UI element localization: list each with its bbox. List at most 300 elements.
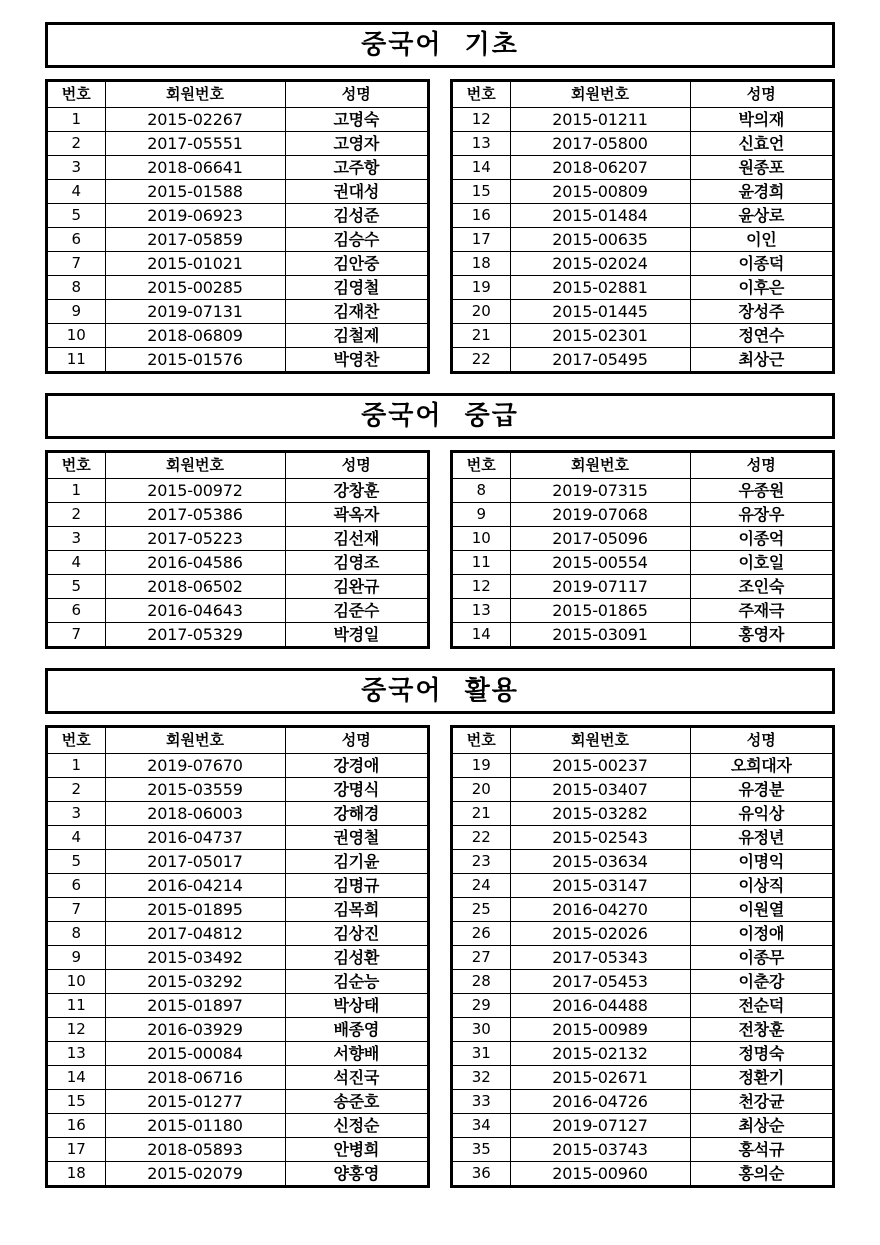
cell-member-no: 2015-01180 [105, 1114, 285, 1138]
cell-name: 장성주 [690, 300, 832, 324]
table-row [48, 479, 427, 503]
cell-name: 최상순 [690, 1114, 832, 1138]
cell-name: 김목희 [285, 898, 427, 922]
table-row [453, 252, 832, 276]
cell-member-no: 2019-06923 [105, 204, 285, 228]
column-header-name: 성명 [690, 453, 832, 479]
cell-name: 정연수 [690, 324, 832, 348]
cell-member-no: 2015-01588 [105, 180, 285, 204]
cell-no: 7 [48, 252, 105, 276]
section-title-banner [45, 668, 835, 714]
cell-name: 이춘강 [690, 970, 832, 994]
table-row [453, 348, 832, 372]
column-header-no: 번호 [453, 82, 510, 108]
cell-no: 19 [453, 276, 510, 300]
table-row [48, 551, 427, 575]
cell-name: 조인숙 [690, 575, 832, 599]
cell-name: 김선재 [285, 527, 427, 551]
cell-no: 1 [48, 108, 105, 132]
cell-name: 이원열 [690, 898, 832, 922]
cell-no: 13 [48, 1042, 105, 1066]
roster-table-right [450, 450, 835, 649]
cell-name: 서향배 [285, 1042, 427, 1066]
table-row [48, 1018, 427, 1042]
cell-name: 박영찬 [285, 348, 427, 372]
cell-member-no: 2018-05893 [105, 1138, 285, 1162]
section-title-banner [45, 393, 835, 439]
cell-no: 9 [48, 300, 105, 324]
cell-no: 12 [48, 1018, 105, 1042]
table-body [48, 479, 427, 647]
cell-no: 15 [453, 180, 510, 204]
table-row [48, 754, 427, 778]
cell-member-no: 2019-07315 [510, 479, 690, 503]
cell-name: 홍영자 [690, 623, 832, 647]
cell-name: 김기윤 [285, 850, 427, 874]
table-header-row [453, 82, 832, 108]
cell-name: 이종무 [690, 946, 832, 970]
cell-no: 8 [48, 922, 105, 946]
cell-member-no: 2019-07127 [510, 1114, 690, 1138]
cell-member-no: 2017-05386 [105, 503, 285, 527]
table-row [453, 754, 832, 778]
cell-member-no: 2015-01576 [105, 348, 285, 372]
table-row [453, 527, 832, 551]
cell-name: 유익상 [690, 802, 832, 826]
cell-name: 김성환 [285, 946, 427, 970]
roster-table [48, 728, 427, 1185]
roster-table-pair [45, 725, 835, 1188]
cell-no: 5 [48, 575, 105, 599]
table-row [453, 1138, 832, 1162]
column-header-no: 번호 [48, 82, 105, 108]
cell-member-no: 2015-02881 [510, 276, 690, 300]
cell-member-no: 2015-03492 [105, 946, 285, 970]
cell-name: 이종덕 [690, 252, 832, 276]
cell-member-no: 2015-02079 [105, 1162, 285, 1186]
cell-no: 32 [453, 1066, 510, 1090]
cell-member-no: 2016-04488 [510, 994, 690, 1018]
table-body [453, 108, 832, 372]
cell-name: 김재찬 [285, 300, 427, 324]
cell-member-no: 2019-07117 [510, 575, 690, 599]
table-row [453, 204, 832, 228]
column-header-no: 번호 [453, 453, 510, 479]
column-header-no: 번호 [48, 453, 105, 479]
roster-table-left [45, 79, 430, 374]
cell-no: 3 [48, 802, 105, 826]
cell-name: 안병희 [285, 1138, 427, 1162]
table-row [48, 156, 427, 180]
cell-no: 19 [453, 754, 510, 778]
cell-no: 7 [48, 898, 105, 922]
cell-no: 10 [48, 970, 105, 994]
cell-no: 28 [453, 970, 510, 994]
column-header-member-no: 회원번호 [105, 453, 285, 479]
table-row [453, 874, 832, 898]
table-row [453, 623, 832, 647]
cell-member-no: 2017-05859 [105, 228, 285, 252]
cell-name: 박상태 [285, 994, 427, 1018]
cell-no: 18 [48, 1162, 105, 1186]
cell-member-no: 2015-02543 [510, 826, 690, 850]
cell-no: 21 [453, 802, 510, 826]
column-header-name: 성명 [285, 82, 427, 108]
cell-member-no: 2017-05223 [105, 527, 285, 551]
roster-table-right [450, 725, 835, 1188]
cell-name: 김순능 [285, 970, 427, 994]
cell-member-no: 2015-01895 [105, 898, 285, 922]
cell-no: 6 [48, 228, 105, 252]
cell-no: 33 [453, 1090, 510, 1114]
cell-name: 곽옥자 [285, 503, 427, 527]
cell-member-no: 2015-00084 [105, 1042, 285, 1066]
cell-member-no: 2015-00989 [510, 1018, 690, 1042]
cell-no: 20 [453, 778, 510, 802]
cell-no: 29 [453, 994, 510, 1018]
cell-name: 전순덕 [690, 994, 832, 1018]
table-row [453, 1018, 832, 1042]
cell-member-no: 2018-06716 [105, 1066, 285, 1090]
cell-name: 원종포 [690, 156, 832, 180]
table-header-row [453, 453, 832, 479]
table-row [48, 228, 427, 252]
cell-name: 양홍영 [285, 1162, 427, 1186]
cell-member-no: 2017-05551 [105, 132, 285, 156]
table-row [48, 994, 427, 1018]
cell-name: 최상근 [690, 348, 832, 372]
cell-no: 12 [453, 575, 510, 599]
cell-member-no: 2016-04586 [105, 551, 285, 575]
cell-name: 김완규 [285, 575, 427, 599]
table-row [453, 132, 832, 156]
cell-name: 송준호 [285, 1090, 427, 1114]
table-row [48, 180, 427, 204]
cell-name: 우종원 [690, 479, 832, 503]
table-row [48, 1162, 427, 1186]
table-row [48, 503, 427, 527]
cell-name: 배종영 [285, 1018, 427, 1042]
table-row [453, 922, 832, 946]
table-row [48, 1114, 427, 1138]
cell-member-no: 2015-00285 [105, 276, 285, 300]
table-body [453, 479, 832, 647]
cell-no: 10 [453, 527, 510, 551]
cell-member-no: 2017-05495 [510, 348, 690, 372]
table-row [48, 348, 427, 372]
cell-no: 2 [48, 503, 105, 527]
section-title: 중국어 기초 [361, 30, 519, 60]
cell-member-no: 2019-07670 [105, 754, 285, 778]
cell-member-no: 2016-04270 [510, 898, 690, 922]
table-row [453, 599, 832, 623]
cell-name: 권영철 [285, 826, 427, 850]
table-row [453, 551, 832, 575]
table-row [48, 850, 427, 874]
table-row [48, 276, 427, 300]
cell-name: 전창훈 [690, 1018, 832, 1042]
table-row [453, 898, 832, 922]
cell-member-no: 2018-06003 [105, 802, 285, 826]
table-row [48, 778, 427, 802]
cell-no: 8 [48, 276, 105, 300]
cell-no: 9 [48, 946, 105, 970]
cell-name: 유경분 [690, 778, 832, 802]
cell-name: 정환기 [690, 1066, 832, 1090]
table-row [453, 1090, 832, 1114]
cell-member-no: 2015-00960 [510, 1162, 690, 1186]
cell-no: 22 [453, 348, 510, 372]
cell-member-no: 2015-00554 [510, 551, 690, 575]
table-row [48, 922, 427, 946]
cell-no: 22 [453, 826, 510, 850]
cell-name: 유정년 [690, 826, 832, 850]
section-chinese-intermediate [45, 393, 835, 649]
cell-no: 16 [453, 204, 510, 228]
cell-member-no: 2017-05800 [510, 132, 690, 156]
roster-table-pair [45, 450, 835, 649]
cell-no: 4 [48, 180, 105, 204]
section-chinese-application [45, 668, 835, 1188]
cell-no: 1 [48, 479, 105, 503]
cell-name: 김준수 [285, 599, 427, 623]
cell-no: 5 [48, 204, 105, 228]
cell-member-no: 2019-07068 [510, 503, 690, 527]
cell-member-no: 2015-02301 [510, 324, 690, 348]
cell-name: 강경애 [285, 754, 427, 778]
cell-member-no: 2015-01865 [510, 599, 690, 623]
cell-member-no: 2018-06207 [510, 156, 690, 180]
cell-member-no: 2015-03282 [510, 802, 690, 826]
cell-no: 36 [453, 1162, 510, 1186]
cell-no: 4 [48, 826, 105, 850]
cell-name: 이명익 [690, 850, 832, 874]
cell-member-no: 2016-03929 [105, 1018, 285, 1042]
cell-member-no: 2015-00809 [510, 180, 690, 204]
cell-no: 11 [48, 994, 105, 1018]
cell-member-no: 2015-02267 [105, 108, 285, 132]
cell-no: 16 [48, 1114, 105, 1138]
cell-name: 이인 [690, 228, 832, 252]
table-row [48, 599, 427, 623]
roster-table [453, 453, 832, 646]
table-row [453, 1042, 832, 1066]
cell-name: 김영조 [285, 551, 427, 575]
table-row [48, 132, 427, 156]
cell-name: 김철제 [285, 324, 427, 348]
cell-no: 20 [453, 300, 510, 324]
cell-member-no: 2015-00972 [105, 479, 285, 503]
cell-member-no: 2016-04214 [105, 874, 285, 898]
table-row [453, 156, 832, 180]
cell-member-no: 2015-02671 [510, 1066, 690, 1090]
cell-no: 4 [48, 551, 105, 575]
cell-member-no: 2015-03634 [510, 850, 690, 874]
cell-member-no: 2015-03147 [510, 874, 690, 898]
cell-no: 11 [453, 551, 510, 575]
cell-no: 35 [453, 1138, 510, 1162]
cell-no: 21 [453, 324, 510, 348]
cell-no: 17 [453, 228, 510, 252]
roster-table [453, 82, 832, 371]
table-row [48, 898, 427, 922]
table-row [48, 527, 427, 551]
cell-member-no: 2015-00237 [510, 754, 690, 778]
cell-no: 10 [48, 324, 105, 348]
cell-no: 5 [48, 850, 105, 874]
section-title: 중국어 중급 [361, 401, 519, 431]
cell-name: 강명식 [285, 778, 427, 802]
cell-name: 김상진 [285, 922, 427, 946]
table-body [48, 754, 427, 1186]
cell-name: 김성준 [285, 204, 427, 228]
cell-member-no: 2015-03091 [510, 623, 690, 647]
cell-member-no: 2015-01897 [105, 994, 285, 1018]
table-row [453, 946, 832, 970]
column-header-member-no: 회원번호 [105, 728, 285, 754]
cell-name: 이호일 [690, 551, 832, 575]
cell-name: 주재극 [690, 599, 832, 623]
cell-member-no: 2017-05453 [510, 970, 690, 994]
cell-no: 30 [453, 1018, 510, 1042]
roster-table-left [45, 725, 430, 1188]
cell-name: 고주항 [285, 156, 427, 180]
table-body [48, 108, 427, 372]
table-row [48, 946, 427, 970]
section-title-banner [45, 22, 835, 68]
table-row [453, 180, 832, 204]
table-header-row [48, 453, 427, 479]
cell-no: 12 [453, 108, 510, 132]
roster-table-right [450, 79, 835, 374]
cell-no: 14 [48, 1066, 105, 1090]
table-row [453, 300, 832, 324]
table-body [453, 754, 832, 1186]
cell-member-no: 2015-01211 [510, 108, 690, 132]
cell-member-no: 2016-04737 [105, 826, 285, 850]
cell-no: 7 [48, 623, 105, 647]
cell-no: 2 [48, 778, 105, 802]
cell-no: 13 [453, 599, 510, 623]
table-row [453, 994, 832, 1018]
cell-name: 이상직 [690, 874, 832, 898]
cell-name: 이후은 [690, 276, 832, 300]
table-row [48, 970, 427, 994]
cell-name: 석진국 [285, 1066, 427, 1090]
cell-no: 3 [48, 156, 105, 180]
column-header-name: 성명 [690, 728, 832, 754]
roster-table-left [45, 450, 430, 649]
cell-name: 김영철 [285, 276, 427, 300]
table-row [453, 1114, 832, 1138]
cell-no: 3 [48, 527, 105, 551]
cell-name: 홍의순 [690, 1162, 832, 1186]
cell-name: 박경일 [285, 623, 427, 647]
cell-name: 오희대자 [690, 754, 832, 778]
cell-no: 23 [453, 850, 510, 874]
table-row [453, 850, 832, 874]
cell-no: 26 [453, 922, 510, 946]
table-row [48, 108, 427, 132]
cell-name: 김승수 [285, 228, 427, 252]
cell-name: 박의재 [690, 108, 832, 132]
cell-no: 6 [48, 599, 105, 623]
cell-member-no: 2017-05017 [105, 850, 285, 874]
cell-member-no: 2015-03743 [510, 1138, 690, 1162]
table-row [48, 575, 427, 599]
cell-member-no: 2016-04643 [105, 599, 285, 623]
roster-table [453, 728, 832, 1185]
table-row [48, 1042, 427, 1066]
table-header-row [48, 82, 427, 108]
cell-member-no: 2015-03407 [510, 778, 690, 802]
cell-member-no: 2017-04812 [105, 922, 285, 946]
cell-name: 강창훈 [285, 479, 427, 503]
table-row [48, 300, 427, 324]
table-header-row [453, 728, 832, 754]
cell-no: 2 [48, 132, 105, 156]
column-header-member-no: 회원번호 [105, 82, 285, 108]
column-header-name: 성명 [285, 453, 427, 479]
cell-no: 1 [48, 754, 105, 778]
table-row [48, 826, 427, 850]
cell-member-no: 2019-07131 [105, 300, 285, 324]
cell-no: 17 [48, 1138, 105, 1162]
cell-member-no: 2015-02026 [510, 922, 690, 946]
table-row [453, 479, 832, 503]
table-row [453, 108, 832, 132]
table-row [48, 1138, 427, 1162]
cell-name: 고명숙 [285, 108, 427, 132]
table-row [453, 1162, 832, 1186]
cell-name: 홍석규 [690, 1138, 832, 1162]
roster-table [48, 82, 427, 371]
cell-name: 김안중 [285, 252, 427, 276]
cell-name: 강해경 [285, 802, 427, 826]
table-row [453, 778, 832, 802]
table-row [453, 324, 832, 348]
cell-no: 34 [453, 1114, 510, 1138]
cell-member-no: 2017-05096 [510, 527, 690, 551]
cell-name: 고영자 [285, 132, 427, 156]
cell-name: 신효언 [690, 132, 832, 156]
cell-no: 13 [453, 132, 510, 156]
cell-name: 이종억 [690, 527, 832, 551]
cell-no: 6 [48, 874, 105, 898]
cell-name: 윤경희 [690, 180, 832, 204]
cell-name: 천강균 [690, 1090, 832, 1114]
cell-no: 11 [48, 348, 105, 372]
table-row [48, 252, 427, 276]
table-row [48, 623, 427, 647]
cell-no: 14 [453, 623, 510, 647]
table-row [453, 503, 832, 527]
cell-name: 유장우 [690, 503, 832, 527]
table-row [48, 1090, 427, 1114]
table-row [453, 575, 832, 599]
cell-name: 윤상로 [690, 204, 832, 228]
column-header-no: 번호 [48, 728, 105, 754]
cell-member-no: 2015-01445 [510, 300, 690, 324]
column-header-no: 번호 [453, 728, 510, 754]
section-title: 중국어 활용 [361, 676, 519, 706]
table-row [453, 802, 832, 826]
roster-table [48, 453, 427, 646]
table-row [48, 204, 427, 228]
cell-no: 15 [48, 1090, 105, 1114]
cell-no: 25 [453, 898, 510, 922]
cell-member-no: 2018-06502 [105, 575, 285, 599]
